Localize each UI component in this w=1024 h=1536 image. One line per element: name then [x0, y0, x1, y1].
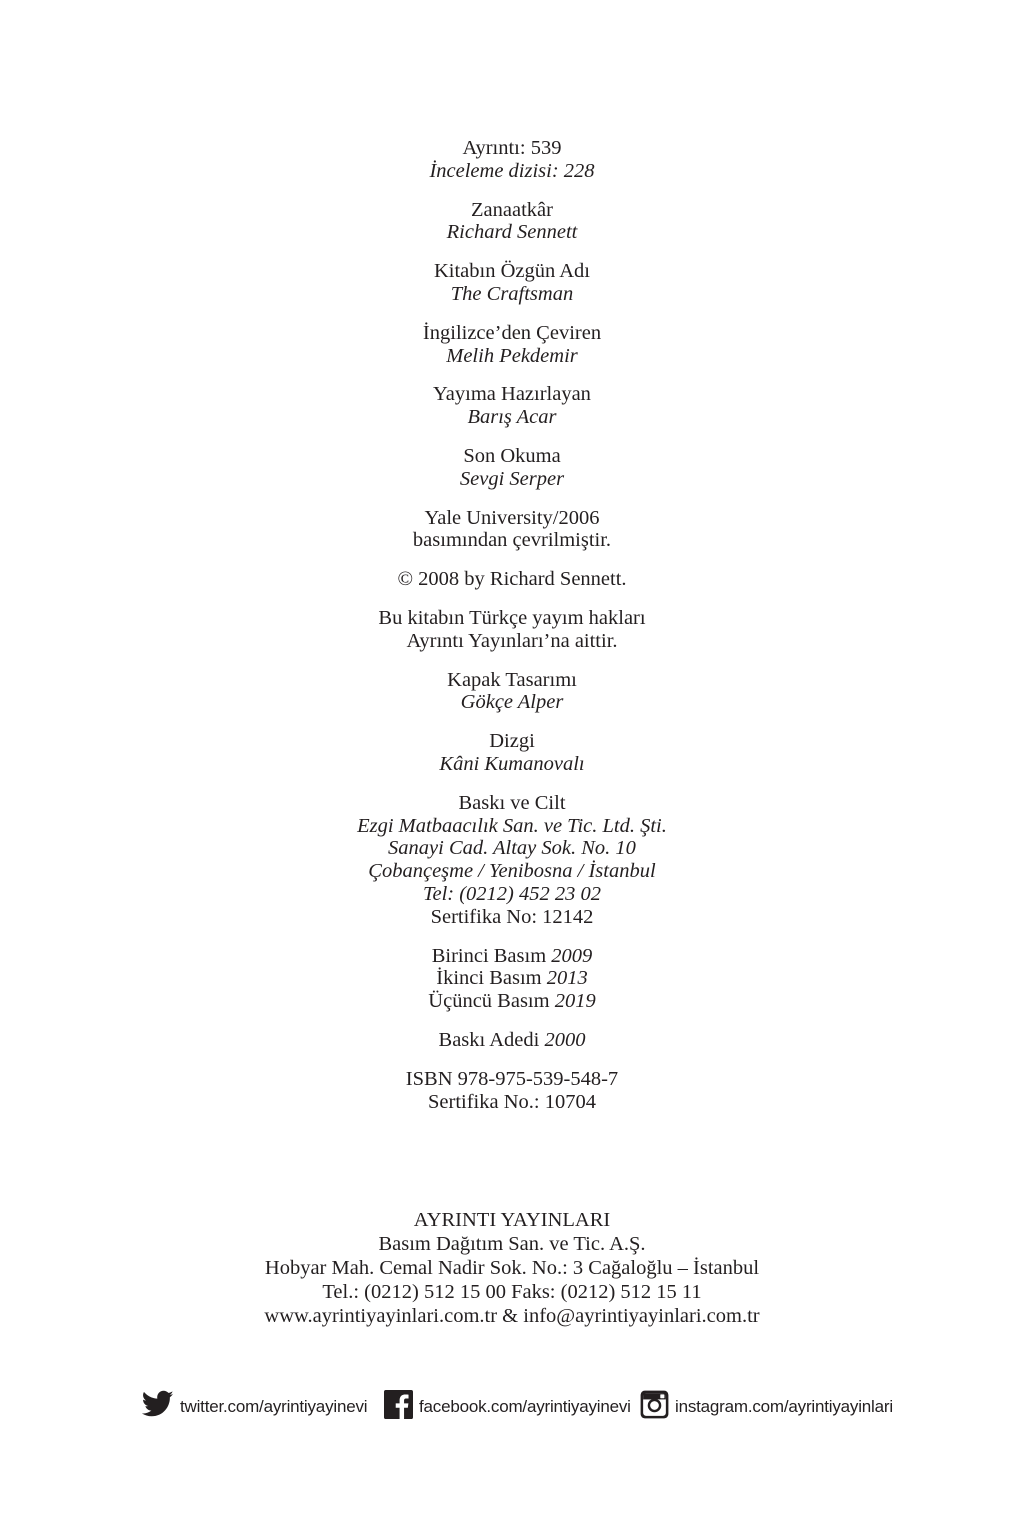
edition-first [0, 945, 1024, 968]
rights-line-2: Ayrıntı Yayınları’na aittir. [406, 629, 618, 652]
print-run [0, 1029, 1024, 1052]
typesetting-info [0, 730, 1024, 776]
edition-second [0, 967, 1024, 990]
edition-year: 2013 [546, 967, 588, 990]
series-info [0, 137, 1024, 183]
printing-info [0, 792, 1024, 929]
original-title-label: Kitabın Özgün Adı [433, 260, 590, 283]
rights-line-1: Bu kitabın Türkçe yayım hakları [378, 606, 646, 629]
edition-year: 2019 [554, 990, 596, 1013]
facebook-link[interactable] [384, 1384, 631, 1424]
edition-label: Birinci Basım [431, 944, 547, 967]
printer-phone: Tel: (0212) 452 23 02 [422, 882, 602, 905]
social-links [142, 1384, 902, 1424]
source-edition-line-1: Yale University/2006 [424, 506, 600, 529]
publisher-web-email: www.ayrintiyayinlari.com.tr & info@ayrintiyayinlari.com.tr [264, 1305, 760, 1327]
cover-design-info [0, 669, 1024, 715]
translator-label: İngilizce’den Çeviren [422, 321, 602, 344]
edition-label: Üçüncü Basım [428, 990, 550, 1013]
printer-address-1: Sanayi Cad. Altay Sok. No. 10 [388, 837, 636, 860]
twitter-handle[interactable]: twitter.com/ayrintiyayinevi [180, 1397, 368, 1416]
cover-designer-name: Gökçe Alper [460, 691, 564, 714]
publisher-address: Hobyar Mah. Cemal Nadir Sok. No.: 3 Cağaloğlu – İstanbul [264, 1257, 760, 1279]
edition-third [0, 990, 1024, 1013]
source-edition-line-2: basımından çevrilmiştir. [412, 529, 612, 552]
isbn: ISBN 978-975-539-548-7 [405, 1067, 619, 1090]
twitter-icon [142, 1390, 174, 1418]
original-title-value: The Craftsman [450, 282, 574, 305]
publisher-company: Basım Dağıtım San. ve Tic. A.Ş. [378, 1233, 646, 1255]
editions-info [0, 945, 1024, 1013]
instagram-link[interactable] [640, 1384, 893, 1424]
printing-label: Baskı ve Cilt [458, 791, 566, 814]
book-author: Richard Sennett [446, 221, 578, 244]
print-run-label: Baskı Adedi [438, 1028, 540, 1051]
copyright-notice: © 2008 by Richard Sennett. [397, 568, 627, 591]
instagram-icon [640, 1390, 669, 1419]
copyright-info [0, 568, 1024, 591]
series-number: Ayrıntı: 539 [462, 137, 562, 159]
proofreading-info [0, 445, 1024, 491]
book-title-info [0, 199, 1024, 245]
rights-info [0, 607, 1024, 653]
editor-label: Yayıma Hazırlayan [433, 383, 591, 406]
twitter-link[interactable] [142, 1384, 367, 1424]
series-subnumber: İnceleme dizisi: 228 [429, 159, 595, 182]
editor-info [0, 383, 1024, 429]
print-run-info [0, 1029, 1024, 1052]
isbn-info [0, 1068, 1024, 1114]
publisher-info [0, 1208, 1024, 1328]
edition-year: 2009 [551, 944, 593, 967]
print-run-value: 2000 [544, 1028, 586, 1051]
translator-info [0, 322, 1024, 368]
colophon [0, 137, 1024, 1129]
printer-certificate: Sertifika No: 12142 [430, 905, 594, 928]
printer-company: Ezgi Matbaacılık San. ve Tic. Ltd. Şti. [357, 814, 667, 837]
typesetter-name: Kâni Kumanovalı [439, 752, 585, 775]
book-title: Zanaatkâr [471, 198, 553, 221]
publisher-certificate: Sertifika No.: 10704 [428, 1090, 596, 1113]
facebook-handle[interactable]: facebook.com/ayrintiyayinevi [419, 1397, 631, 1416]
original-title-info [0, 260, 1024, 306]
proofreader-name: Sevgi Serper [459, 467, 565, 490]
editor-name: Barış Acar [467, 406, 557, 429]
translator-name: Melih Pekdemir [446, 344, 578, 367]
printer-address-2: Çobançeşme / Yenibosna / İstanbul [368, 860, 656, 883]
publisher-phone-fax: Tel.: (0212) 512 15 00 Faks: (0212) 512 15 11 [322, 1281, 702, 1303]
cover-design-label: Kapak Tasarımı [447, 668, 577, 691]
typesetting-label: Dizgi [489, 730, 535, 753]
edition-label: İkinci Basım [436, 967, 542, 990]
source-edition-info [0, 507, 1024, 553]
proofreading-label: Son Okuma [463, 444, 561, 467]
facebook-icon [384, 1390, 413, 1419]
publisher-name: AYRINTI YAYINLARI [413, 1209, 611, 1231]
instagram-handle[interactable]: instagram.com/ayrintiyayinlari [675, 1397, 893, 1416]
